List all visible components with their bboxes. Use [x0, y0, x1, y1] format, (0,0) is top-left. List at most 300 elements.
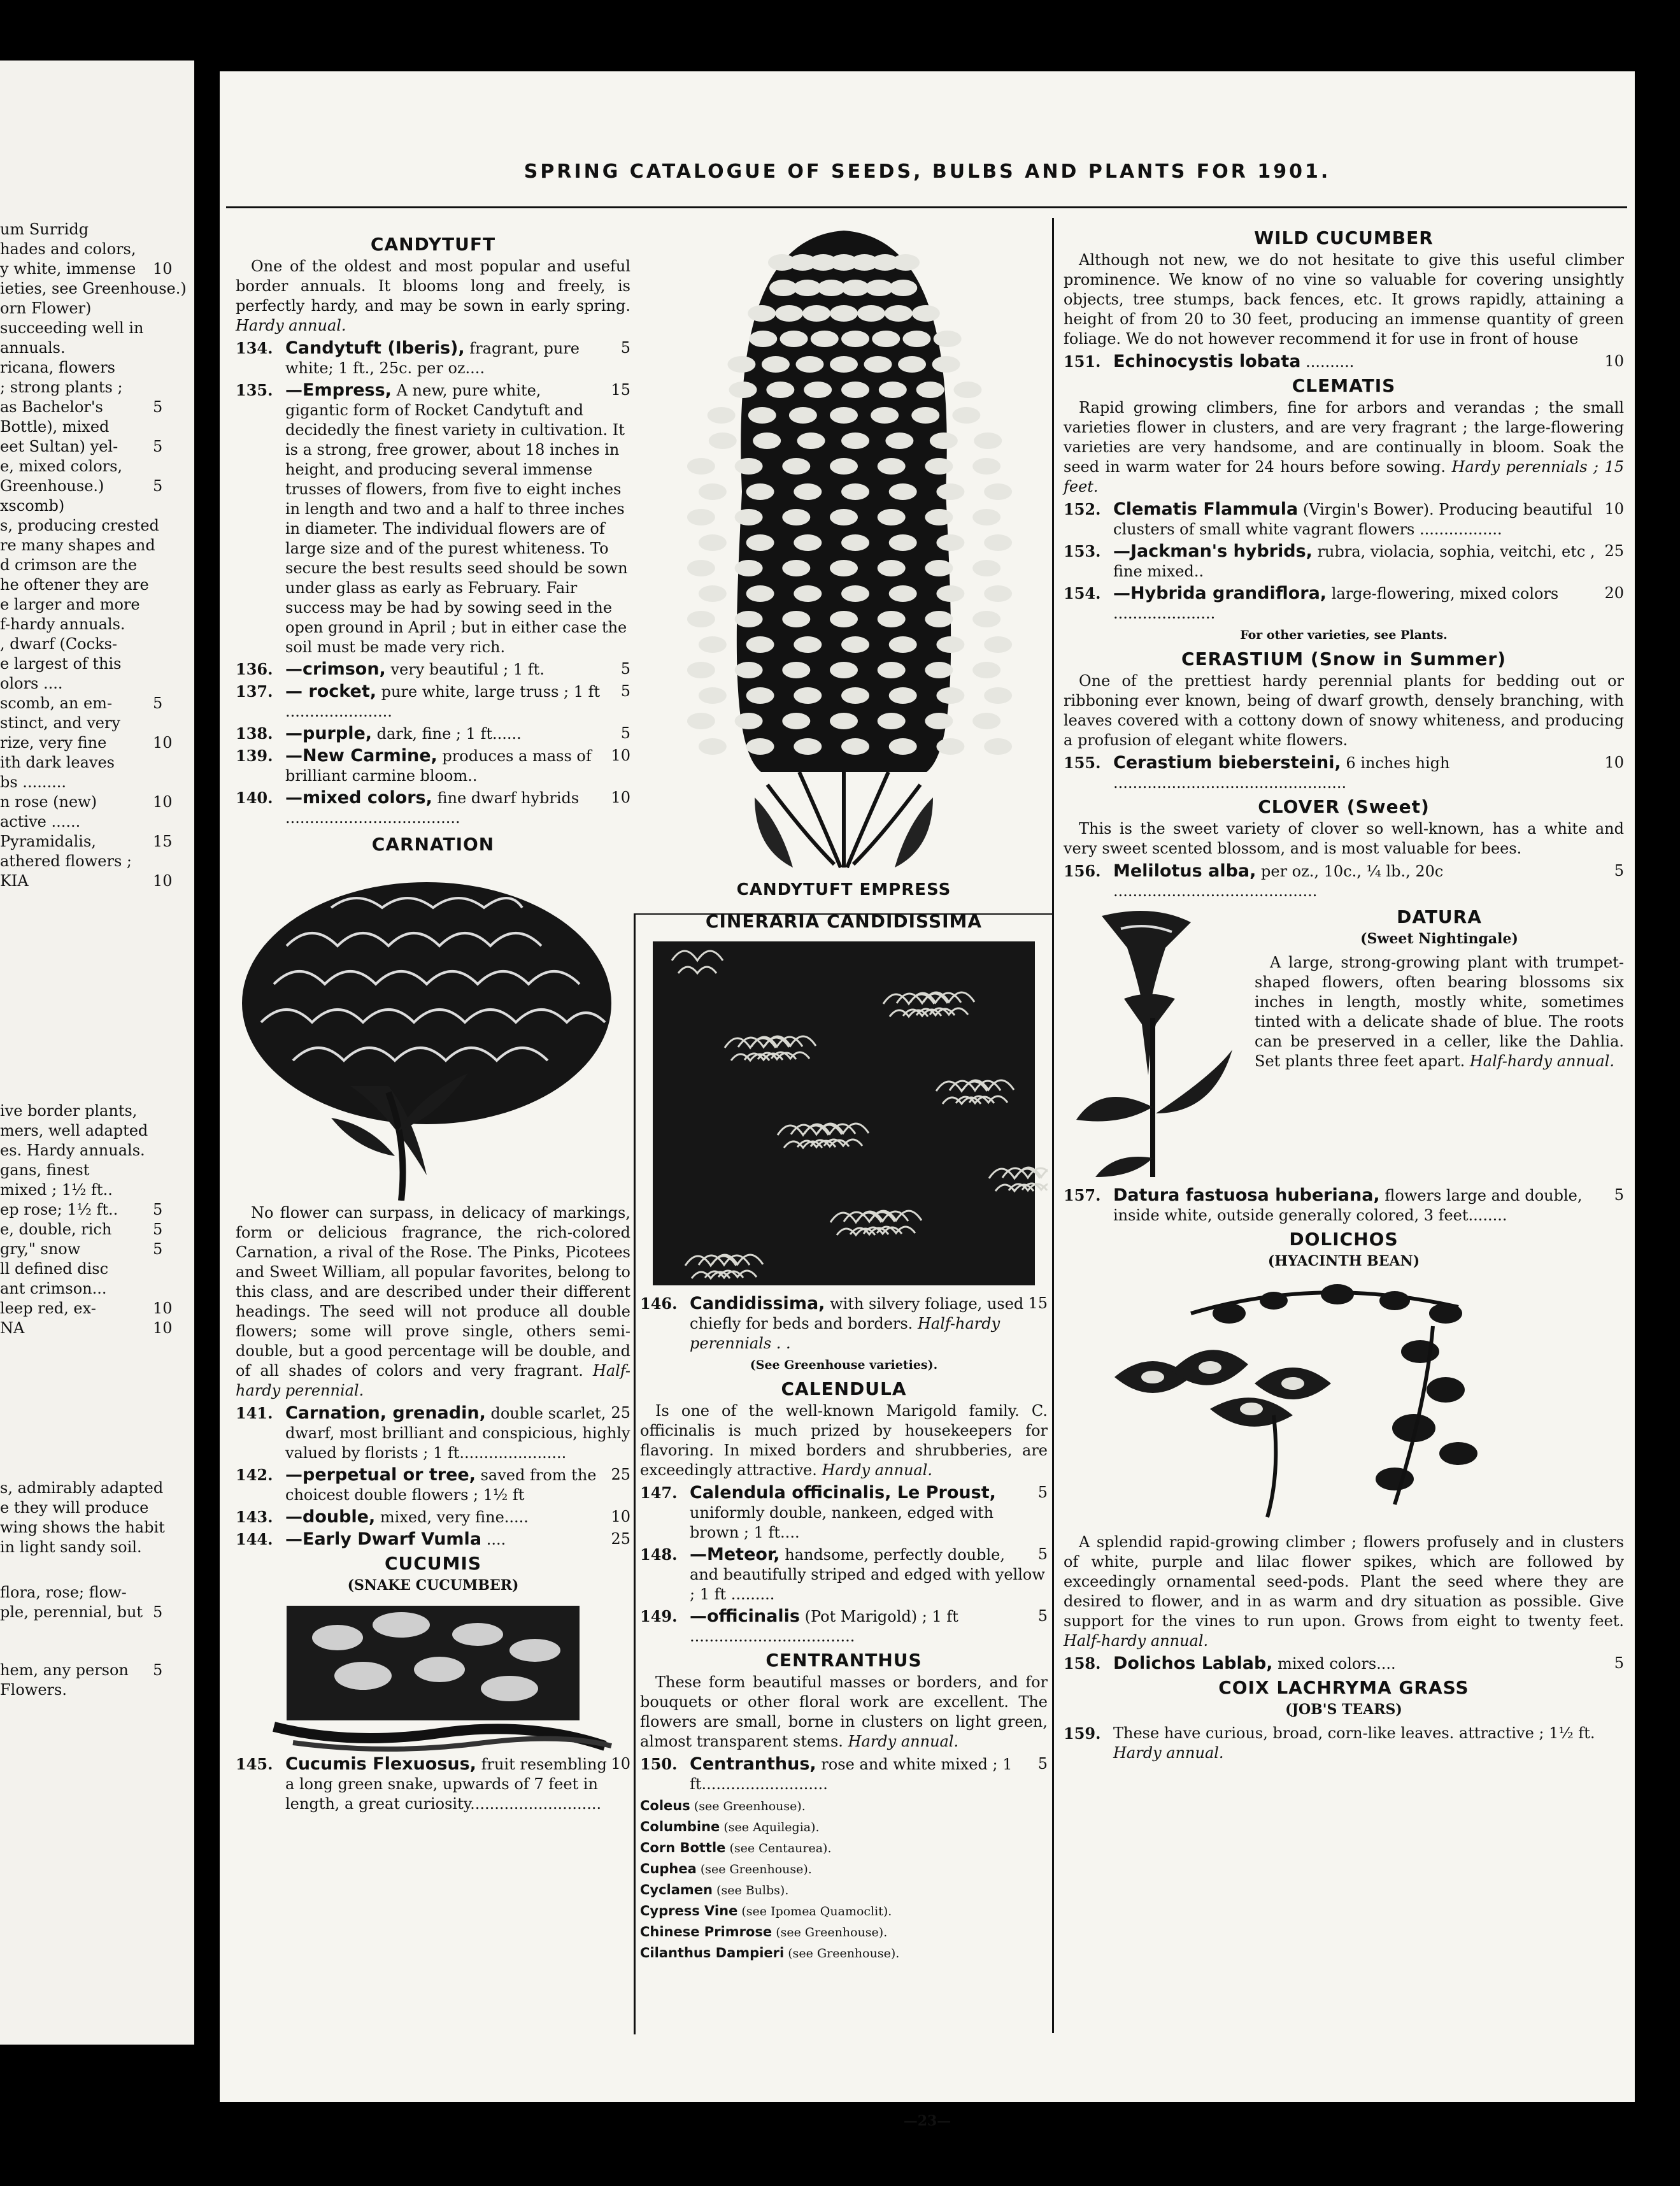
petal: [936, 738, 964, 755]
catalogue-item: [236, 1507, 630, 1527]
item-note: Hardy annual.: [1113, 1744, 1224, 1762]
item-price: 15: [1028, 1294, 1048, 1312]
left-page-line: ieties, see Greenhouse.): [0, 280, 187, 297]
petal: [889, 636, 917, 653]
petal: [746, 534, 774, 551]
petal: [892, 254, 920, 271]
clematis-intro: [1064, 398, 1624, 497]
section-title-wild-cucumber: WILD CUCUMBER: [1254, 227, 1434, 248]
left-page-line: y white, immense: [0, 260, 136, 278]
petal: [972, 509, 1000, 525]
petal: [872, 331, 900, 347]
item-number: 135.: [236, 381, 273, 399]
petal: [912, 305, 940, 322]
cross-reference: [640, 1859, 1048, 1880]
item-price: 20: [1604, 584, 1624, 602]
item-price: 10: [1604, 754, 1624, 771]
petal: [925, 662, 953, 678]
item-description: handsome, perfectly double, and beautifully striped and edged with yellow ; 1 ft .........: [690, 1546, 1045, 1603]
cerastium-items: [1064, 753, 1624, 793]
item-description: fragrant, pure white; 1 ft., 25c. per oz....: [285, 339, 580, 377]
item-name: Candytuft (Iberis),: [285, 338, 465, 358]
item-body: [1113, 861, 1624, 901]
item-name: Datura fastuosa huberiana,: [1113, 1185, 1380, 1205]
left-page-line: 5: [153, 1240, 163, 1258]
item-number: 144.: [236, 1530, 273, 1548]
item-price: 25: [611, 1466, 630, 1483]
dolichos-intro-note: Half-hardy annual.: [1064, 1632, 1209, 1650]
item-number: 152.: [1064, 500, 1101, 518]
left-page-line: es. Hardy annuals.: [0, 1141, 145, 1159]
datura-intro-text: A large, strong-growing plant with trumpet-shaped flowers, often bearing blossoms six inches in length, mostly white, sometimes tinted with a delicate shade of blue. The roots can be preserved in a celler, like the Dahlia. Set plants three feet apart.: [1255, 954, 1624, 1070]
petal: [830, 407, 858, 424]
item-name: Echinocystis lobata: [1113, 352, 1301, 371]
item-name: —purple,: [285, 724, 373, 743]
item-body: [1113, 753, 1624, 793]
petal: [984, 585, 1012, 602]
item-number: 153.: [1064, 542, 1101, 561]
item-price: 10: [1604, 352, 1624, 370]
column-divider-middle-lower: [634, 913, 636, 2034]
petal: [932, 356, 960, 373]
left-page-line: 5: [153, 438, 163, 455]
petal: [984, 636, 1012, 653]
petal: [916, 382, 944, 398]
petal: [865, 280, 893, 296]
carnation-intro-text: No flower can surpass, in delicacy of markings, form or delicious fragrance, the rich-colored Carnation, a rival of the Rose. The Pinks, Picotees and Sweet William, all popular favorites, belong to this class, and are described under their different headings. The seed will not produce all double flowers; some will prove single, others semi-double, but a good percentage will be double, and of all shades of colors and very fragrant.: [236, 1204, 630, 1380]
petal: [782, 560, 810, 576]
petal: [972, 560, 1000, 576]
left-page-line: ple, perennial, but: [0, 1603, 143, 1621]
petal: [974, 432, 1002, 449]
petal: [898, 356, 926, 373]
item-price: 25: [1604, 542, 1624, 560]
item-name: —Hybrida grandiflora,: [1113, 583, 1327, 603]
petal: [782, 662, 810, 678]
left-page-line: Greenhouse.): [0, 477, 104, 495]
item-description: flowers large and double, inside white, outside generally colored, 3 feet........: [1113, 1187, 1583, 1224]
item-number: 139.: [236, 747, 273, 765]
left-page-line: e, double, rich: [0, 1220, 112, 1238]
left-page-line: gans, finest: [0, 1161, 90, 1179]
item-number: 137.: [236, 682, 273, 701]
item-number: 156.: [1064, 862, 1101, 880]
reference-target: (see Centaurea).: [729, 1841, 832, 1855]
item-number: 157.: [1064, 1186, 1101, 1204]
catalogue-item: [236, 659, 630, 680]
left-page-line: bs .........: [0, 773, 66, 791]
item-description: A new, pure white, gigantic form of Rocket Candytuft and decidedly the finest variety in cultivation. It is a strong, free grower, about 18 inches in height, and producing several immense trusses of flowers, from five to eight inches in length and two and a half to three inches in diameter. The individual flowers are of large size and of the purest whiteness. To secure the best results seed should be sown under glass as early as February. Fair success may be had by sowing seed in the open ground in April ; but in either case the soil must be made very rich.: [285, 382, 628, 656]
petal: [687, 713, 715, 729]
item-description: large-flowering, mixed colors .....................: [1113, 585, 1559, 622]
petal: [782, 611, 810, 627]
item-price: 5: [620, 660, 630, 678]
petal: [811, 331, 839, 347]
petal: [936, 585, 964, 602]
item-number: 138.: [236, 724, 273, 743]
datura-text: [1255, 903, 1624, 1183]
catalogue-item: [640, 1754, 1048, 1794]
petal: [925, 509, 953, 525]
item-name: Clematis Flammula: [1113, 499, 1299, 519]
petal: [841, 534, 869, 551]
left-page-line: active ......: [0, 813, 81, 831]
column-2: [640, 224, 1048, 1964]
item-number: 154.: [1064, 584, 1101, 603]
item-price: 10: [611, 1508, 630, 1525]
item-price: 25: [611, 1530, 630, 1548]
left-page-line: orn Flower): [0, 299, 92, 317]
left-page-line: e they will produce: [0, 1499, 149, 1517]
left-page-line: re many shapes and: [0, 536, 155, 554]
left-page-line: s, admirably adapted: [0, 1479, 164, 1497]
reference-name: Columbine: [640, 1819, 720, 1834]
item-number: 140.: [236, 789, 273, 807]
left-page-line: 5: [153, 1201, 163, 1218]
catalogue-item: [1064, 753, 1624, 793]
section-title-datura: DATURA: [1397, 906, 1482, 927]
left-page-line: annuals.: [0, 339, 66, 357]
petal: [878, 713, 906, 729]
hyacinth-bean-icon: [1064, 1275, 1624, 1530]
petal: [699, 738, 727, 755]
left-page-line: 5: [153, 477, 163, 495]
left-page-line: 10: [153, 793, 173, 811]
catalogue-item: [236, 1403, 630, 1463]
petal: [735, 611, 763, 627]
item-body: [1113, 1654, 1624, 1674]
item-number: 148.: [640, 1545, 678, 1564]
left-page-line: succeeding well in: [0, 319, 144, 337]
item-description: fine dwarf hybrids ....................................: [285, 789, 580, 827]
left-page-line: wing shows the habit: [0, 1518, 165, 1536]
reference-name: Corn Bottle: [640, 1840, 726, 1855]
item-body: [1113, 1185, 1624, 1225]
item-price: 10: [611, 789, 630, 806]
item-name: —double,: [285, 1507, 376, 1527]
carnation-illustration: [236, 857, 630, 1201]
catalogue-item: [236, 788, 630, 828]
candytuft-empress-illustration: [640, 224, 1048, 880]
left-page-line: Bottle), mixed: [0, 418, 110, 436]
catalogue-item: [1064, 1724, 1624, 1763]
left-page-line: ricana, flowers: [0, 359, 115, 376]
left-page-line: 5: [153, 1220, 163, 1238]
petal: [804, 382, 832, 398]
left-page-line: gry," snow: [0, 1240, 81, 1258]
item-body: [285, 1465, 630, 1505]
item-price: 5: [620, 682, 630, 700]
petal: [889, 483, 917, 500]
catalogue-item: [1064, 1654, 1624, 1674]
item-number: 159.: [1064, 1724, 1101, 1743]
item-description: rose and white mixed ; 1 ft..........................: [690, 1755, 1013, 1793]
left-page-line: 10: [153, 1299, 173, 1317]
petal: [746, 585, 774, 602]
catalogue-item: [1064, 583, 1624, 624]
petal: [794, 738, 822, 755]
cross-reference: [640, 1796, 1048, 1817]
candytuft-empress-icon: [640, 224, 1048, 880]
petal: [885, 432, 913, 449]
item-body: [690, 1483, 1048, 1543]
candytuft-intro-text: One of the oldest and most popular and useful border annuals. It blooms long and freely, is perfectly hardy, and may be sown in early spring.: [236, 257, 630, 315]
item-name: —mixed colors,: [285, 788, 432, 808]
petal: [925, 611, 953, 627]
reference-name: Chinese Primrose: [640, 1924, 772, 1940]
item-number: 136.: [236, 660, 273, 678]
petal: [864, 356, 892, 373]
petal: [735, 713, 763, 729]
petal: [794, 687, 822, 704]
item-description: mixed colors....: [1278, 1655, 1396, 1673]
reference-target: (see Greenhouse).: [776, 1925, 888, 1940]
left-page-line: as Bachelor's: [0, 398, 103, 416]
petal: [841, 432, 869, 449]
left-page-line: d crimson are the: [0, 556, 138, 574]
left-page-line: hem, any person: [0, 1661, 129, 1679]
petal: [735, 458, 763, 475]
petal: [699, 687, 727, 704]
item-price: 5: [620, 339, 630, 357]
carnation-items: [236, 1403, 630, 1550]
item-name: — rocket,: [285, 682, 376, 701]
left-page-line: 10: [153, 872, 173, 890]
petal: [878, 611, 906, 627]
left-page-line: leep red, ex-: [0, 1299, 96, 1317]
petal: [878, 662, 906, 678]
item-price: 15: [611, 381, 630, 399]
item-name: —New Carmine,: [285, 746, 438, 766]
petal: [830, 305, 858, 322]
item-description: with silvery foliage, used chiefly for beds and borders.: [690, 1295, 1024, 1332]
section-title-cerastium: CERASTIUM (Snow in Summer): [1181, 648, 1506, 669]
item-body: [1113, 1724, 1624, 1763]
left-page-line: um Surridg: [0, 220, 89, 238]
petal: [889, 738, 917, 755]
petal: [735, 509, 763, 525]
item-note: Half-hardy perennials . .: [690, 1315, 1000, 1352]
petal: [794, 636, 822, 653]
petal: [889, 280, 917, 296]
item-number: 155.: [1064, 754, 1101, 772]
petal: [746, 636, 774, 653]
item-body: [285, 746, 630, 786]
calendula-items: [640, 1483, 1048, 1647]
item-number: 150.: [640, 1755, 678, 1773]
left-page-line: ll defined disc: [0, 1260, 109, 1278]
item-body: [285, 338, 630, 378]
item-name: Dolichos Lablab,: [1113, 1654, 1273, 1673]
left-page-line: mers, well adapted: [0, 1122, 148, 1139]
item-name: —perpetual or tree,: [285, 1465, 476, 1485]
petal: [699, 636, 727, 653]
left-page-line: e largest of this: [0, 655, 122, 673]
catalogue-item: [236, 1465, 630, 1505]
illustration-caption: CANDYTUFT EMPRESS: [736, 880, 951, 899]
catalogue-item: [1064, 1185, 1624, 1225]
column-3: [1064, 224, 1624, 1765]
left-page-line: ive border plants,: [0, 1102, 138, 1120]
item-description: mixed, very fine.....: [380, 1508, 529, 1526]
catalogue-item: [236, 746, 630, 786]
petal: [746, 687, 774, 704]
calendula-intro-note: Hardy annual.: [822, 1461, 933, 1479]
centranthus-items: [640, 1754, 1048, 1794]
petal: [699, 534, 727, 551]
cucumis-subtitle: (SNAKE CUCUMBER): [347, 1577, 519, 1594]
left-page-line: 5: [153, 398, 163, 416]
clematis-intro-text: Rapid growing climbers, fine for arbors and verandas ; the small varieties flower in clusters, and are very fragrant ; the large-flowering varieties are very handsome, and are continually in bloom. Soak the seed in warm water for 24 hours before sowing.: [1064, 399, 1624, 476]
column-1: [236, 231, 630, 1816]
left-page-line: 10: [153, 260, 173, 278]
reference-name: Cuphea: [640, 1861, 697, 1876]
catalogue-item: [640, 1294, 1048, 1354]
item-name: Calendula officinalis, Le Proust,: [690, 1483, 996, 1503]
item-number: 149.: [640, 1607, 678, 1625]
item-name: Cucumis Flexuosus,: [285, 1754, 476, 1774]
section-title-coix: COIX LACHRYMA GRASS: [1218, 1677, 1469, 1698]
dolichos-illustration: [1064, 1275, 1624, 1530]
catalogue-item: [640, 1483, 1048, 1543]
cross-references: [640, 1796, 1048, 1964]
petal: [830, 560, 858, 576]
cineraria-illustration: [640, 935, 1048, 1292]
reference-target: (see Aquilegia).: [723, 1820, 820, 1834]
item-price: 5: [1037, 1607, 1048, 1625]
item-description: ..........: [1306, 353, 1355, 371]
petal: [699, 585, 727, 602]
item-description: (Virgin's Bower). Producing beautiful clusters of small white vagrant flowers .................: [1113, 501, 1593, 538]
left-page-line: mixed ; 1½ ft..: [0, 1181, 113, 1199]
wild-cucumber-intro: Although not new, we do not hesitate to give this useful climber prominence. We know of no vine so valuable for covering unsightly objects, tree stumps, back fences, etc. It grows rapidly, attaining a height of from 20 to 30 feet, producing an immense quantity of green foliage. We do not however recommend it for use in front of house: [1064, 251, 1624, 348]
left-page-line: n rose (new): [0, 793, 97, 811]
left-page-line: KIA: [0, 872, 29, 890]
item-name: Cerastium biebersteini,: [1113, 753, 1341, 773]
petal: [841, 331, 869, 347]
left-page-line: eet Sultan) yel-: [0, 438, 118, 455]
petal: [687, 662, 715, 678]
reference-target: (see Ipomea Quamoclit).: [741, 1904, 892, 1918]
reference-name: Cypress Vine: [640, 1903, 738, 1918]
item-price: 5: [1037, 1755, 1048, 1773]
section-title-calendula: CALENDULA: [781, 1378, 907, 1399]
petal: [830, 458, 858, 475]
coix-items: [1064, 1724, 1624, 1763]
petal: [889, 534, 917, 551]
cerastium-intro: One of the prettiest hardy perennial plants for bedding out or ribboning ever known, being of dwarf growth, densely branching, with leaves covered with a cottony down of snowy whiteness, and producing a profusion of elegant white flowers.: [1064, 672, 1624, 749]
item-number: 146.: [640, 1294, 678, 1313]
petal: [857, 305, 885, 322]
snake-cucumber-icon: [236, 1599, 630, 1752]
item-body: [285, 1403, 630, 1463]
section-title-clematis: CLEMATIS: [1292, 375, 1396, 396]
clover-items: [1064, 861, 1624, 901]
item-body: [690, 1754, 1048, 1794]
catalogue-page: [220, 71, 1635, 2129]
left-page-line: e, mixed colors,: [0, 457, 123, 475]
left-page-line: ant crimson...: [0, 1280, 107, 1297]
reference-target: (see Bulbs).: [716, 1883, 789, 1897]
catalogue-item: [1064, 499, 1624, 539]
item-name: —Meteor,: [690, 1545, 780, 1564]
section-title-clover: CLOVER (Sweet): [1258, 796, 1430, 817]
item-description: ....: [486, 1531, 506, 1548]
petal: [794, 280, 822, 296]
item-name: Carnation, grenadin,: [285, 1403, 486, 1423]
item-name: Melilotus alba,: [1113, 861, 1256, 881]
left-page-line: e larger and more: [0, 596, 140, 613]
item-body: [285, 1754, 630, 1814]
item-number: 134.: [236, 339, 273, 357]
item-body: [690, 1545, 1048, 1604]
left-page-line: f-hardy annuals.: [0, 615, 125, 633]
petal: [936, 636, 964, 653]
datura-subtitle: (Sweet Nightingale): [1360, 931, 1518, 947]
petal: [830, 509, 858, 525]
petal: [748, 305, 776, 322]
item-price: 10: [611, 1755, 630, 1773]
petal: [841, 483, 869, 500]
petal: [746, 738, 774, 755]
petal: [841, 636, 869, 653]
item-number: 143.: [236, 1508, 273, 1526]
left-page-line: xscomb): [0, 497, 65, 515]
petal: [780, 331, 808, 347]
left-page-line: Pyramidalis,: [0, 832, 96, 850]
dolichos-intro-text: A splendid rapid-growing climber ; flowers profusely and in clusters of white, purple and lilac flower spikes, which are followed by exceedingly ornamental seed-pods. Plant the seed where they are desired to flower, and in as warm and dry situation as possible. Give support for the vines to run upon. Grows from eight to twenty feet.: [1064, 1533, 1624, 1630]
item-body: [1113, 352, 1624, 372]
left-page-line: he oftener they are: [0, 576, 149, 594]
left-page-line: 5: [153, 1661, 163, 1679]
left-page-line: flora, rose; flow-: [0, 1583, 127, 1601]
petal: [936, 687, 964, 704]
petal: [889, 687, 917, 704]
petal: [817, 280, 845, 296]
centranthus-intro-text: These form beautiful masses or borders, and for bouquets or other floral work are excellent. The flowers are small, borne in clusters on light green, almost transparent stems.: [640, 1673, 1048, 1750]
petal: [782, 713, 810, 729]
item-number: 147.: [640, 1483, 678, 1502]
item-name: —officinalis: [690, 1606, 800, 1626]
clematis-items: [1064, 499, 1624, 624]
petal: [795, 356, 823, 373]
left-page-line: ; strong plants ;: [0, 378, 123, 396]
left-page-line: , dwarf (Cocks-: [0, 635, 118, 653]
reference-name: Cyclamen: [640, 1882, 713, 1897]
catalogue-item: [640, 1545, 1048, 1604]
left-page-fragment: [0, 61, 194, 2045]
page-header: SPRING CATALOGUE OF SEEDS, BULBS AND PLANTS FOR 1901.: [523, 161, 1331, 183]
dolichos-intro: [1064, 1532, 1624, 1651]
cineraria-items: [640, 1294, 1048, 1354]
petal: [972, 662, 1000, 678]
page-number: —23—: [903, 2113, 951, 2129]
dolichos-items: [1064, 1654, 1624, 1674]
section-title-cucumis: CUCUMIS: [384, 1553, 482, 1574]
petal: [953, 382, 981, 398]
catalogue-item: [236, 338, 630, 378]
left-page-line: 5: [153, 694, 163, 712]
petal: [841, 382, 869, 398]
petal: [841, 280, 869, 296]
item-price: 10: [1604, 500, 1624, 518]
cross-reference: [640, 1901, 1048, 1922]
item-body: [1113, 541, 1624, 582]
datura-flower-icon: [1064, 903, 1255, 1183]
item-price: 5: [620, 724, 630, 742]
clover-intro: This is the sweet variety of clover so well-known, has a white and very sweet scented blossom, and is most valuable for bees.: [1064, 820, 1624, 857]
item-description: dark, fine ; 1 ft......: [376, 725, 522, 743]
